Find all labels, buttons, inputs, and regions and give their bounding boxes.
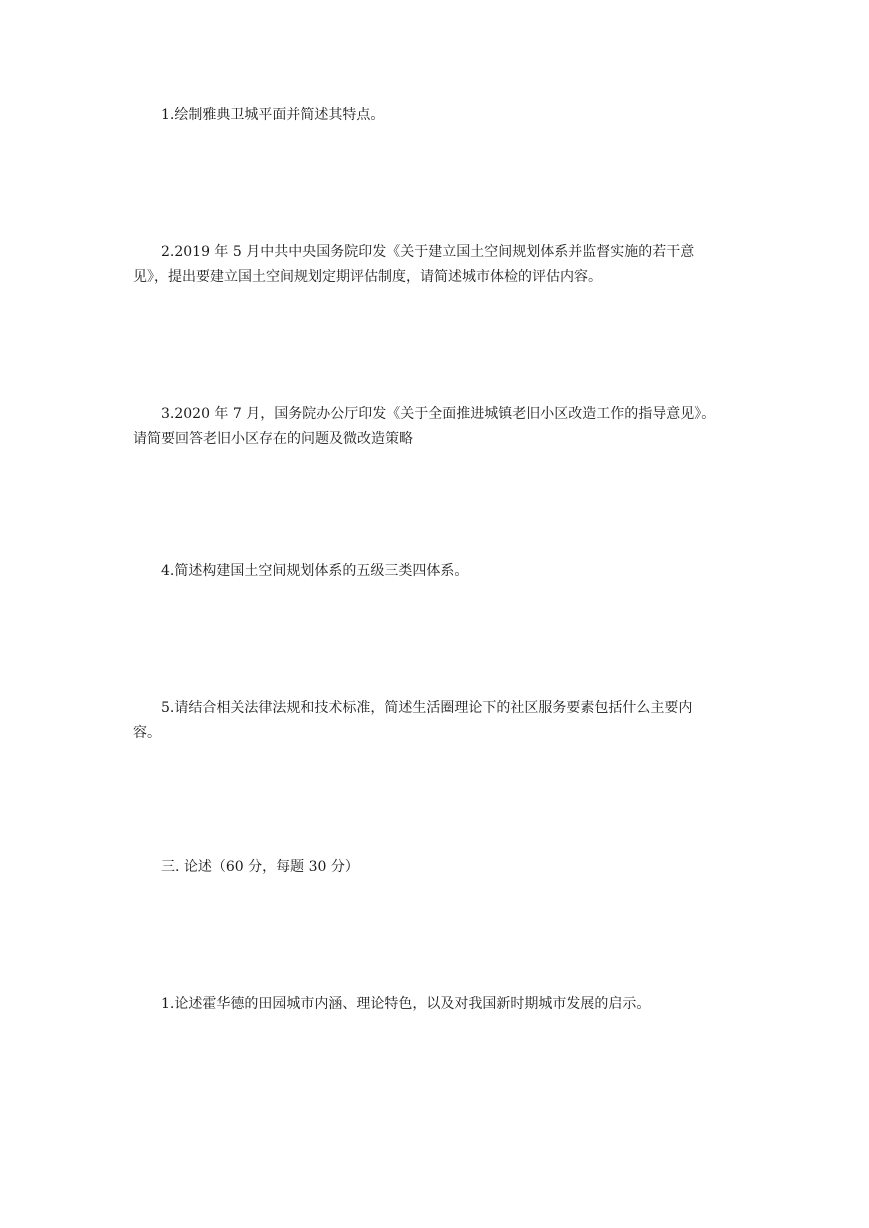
question-4: [133, 559, 743, 584]
essay-question-1: [133, 992, 743, 1017]
question-2-line-2: 见》，提出要建立国土空间规划定期评估制度，请简述城市体检的评估内容。: [133, 269, 602, 285]
question-3-line-1: 3.2020 年 7 月，国务院办公厅印发《关于全面推进城镇老旧小区改造工作的指导意见》。: [161, 406, 716, 422]
section-heading-text: 三. 论述（60 分，每题 30 分）: [161, 859, 359, 875]
question-3: [133, 402, 743, 452]
question-3-line-2: 请简要回答老旧小区存在的问题及微改造策略: [133, 431, 413, 447]
question-4-line-1: 4.简述构建国土空间规划体系的五级三类四体系。: [161, 563, 469, 579]
question-1-line-1: 1.绘制雅典卫城平面并简述其特点。: [161, 107, 385, 123]
section-heading: [133, 855, 743, 880]
question-5-line-1: 5.请结合相关法律法规和技术标准，简述生活圈理论下的社区服务要素包括什么主要内: [161, 700, 693, 716]
question-1: [133, 103, 743, 128]
question-5: [133, 696, 743, 746]
question-2-line-1: 2.2019 年 5 月中共中央国务院印发《关于建立国土空间规划体系并监督实施的若干意: [161, 244, 695, 260]
question-2: [133, 240, 743, 290]
essay-question-1-line-1: 1.论述霍华德的田园城市内涵、理论特色，以及对我国新时期城市发展的启示。: [161, 996, 651, 1012]
question-5-line-2: 容。: [133, 725, 161, 741]
